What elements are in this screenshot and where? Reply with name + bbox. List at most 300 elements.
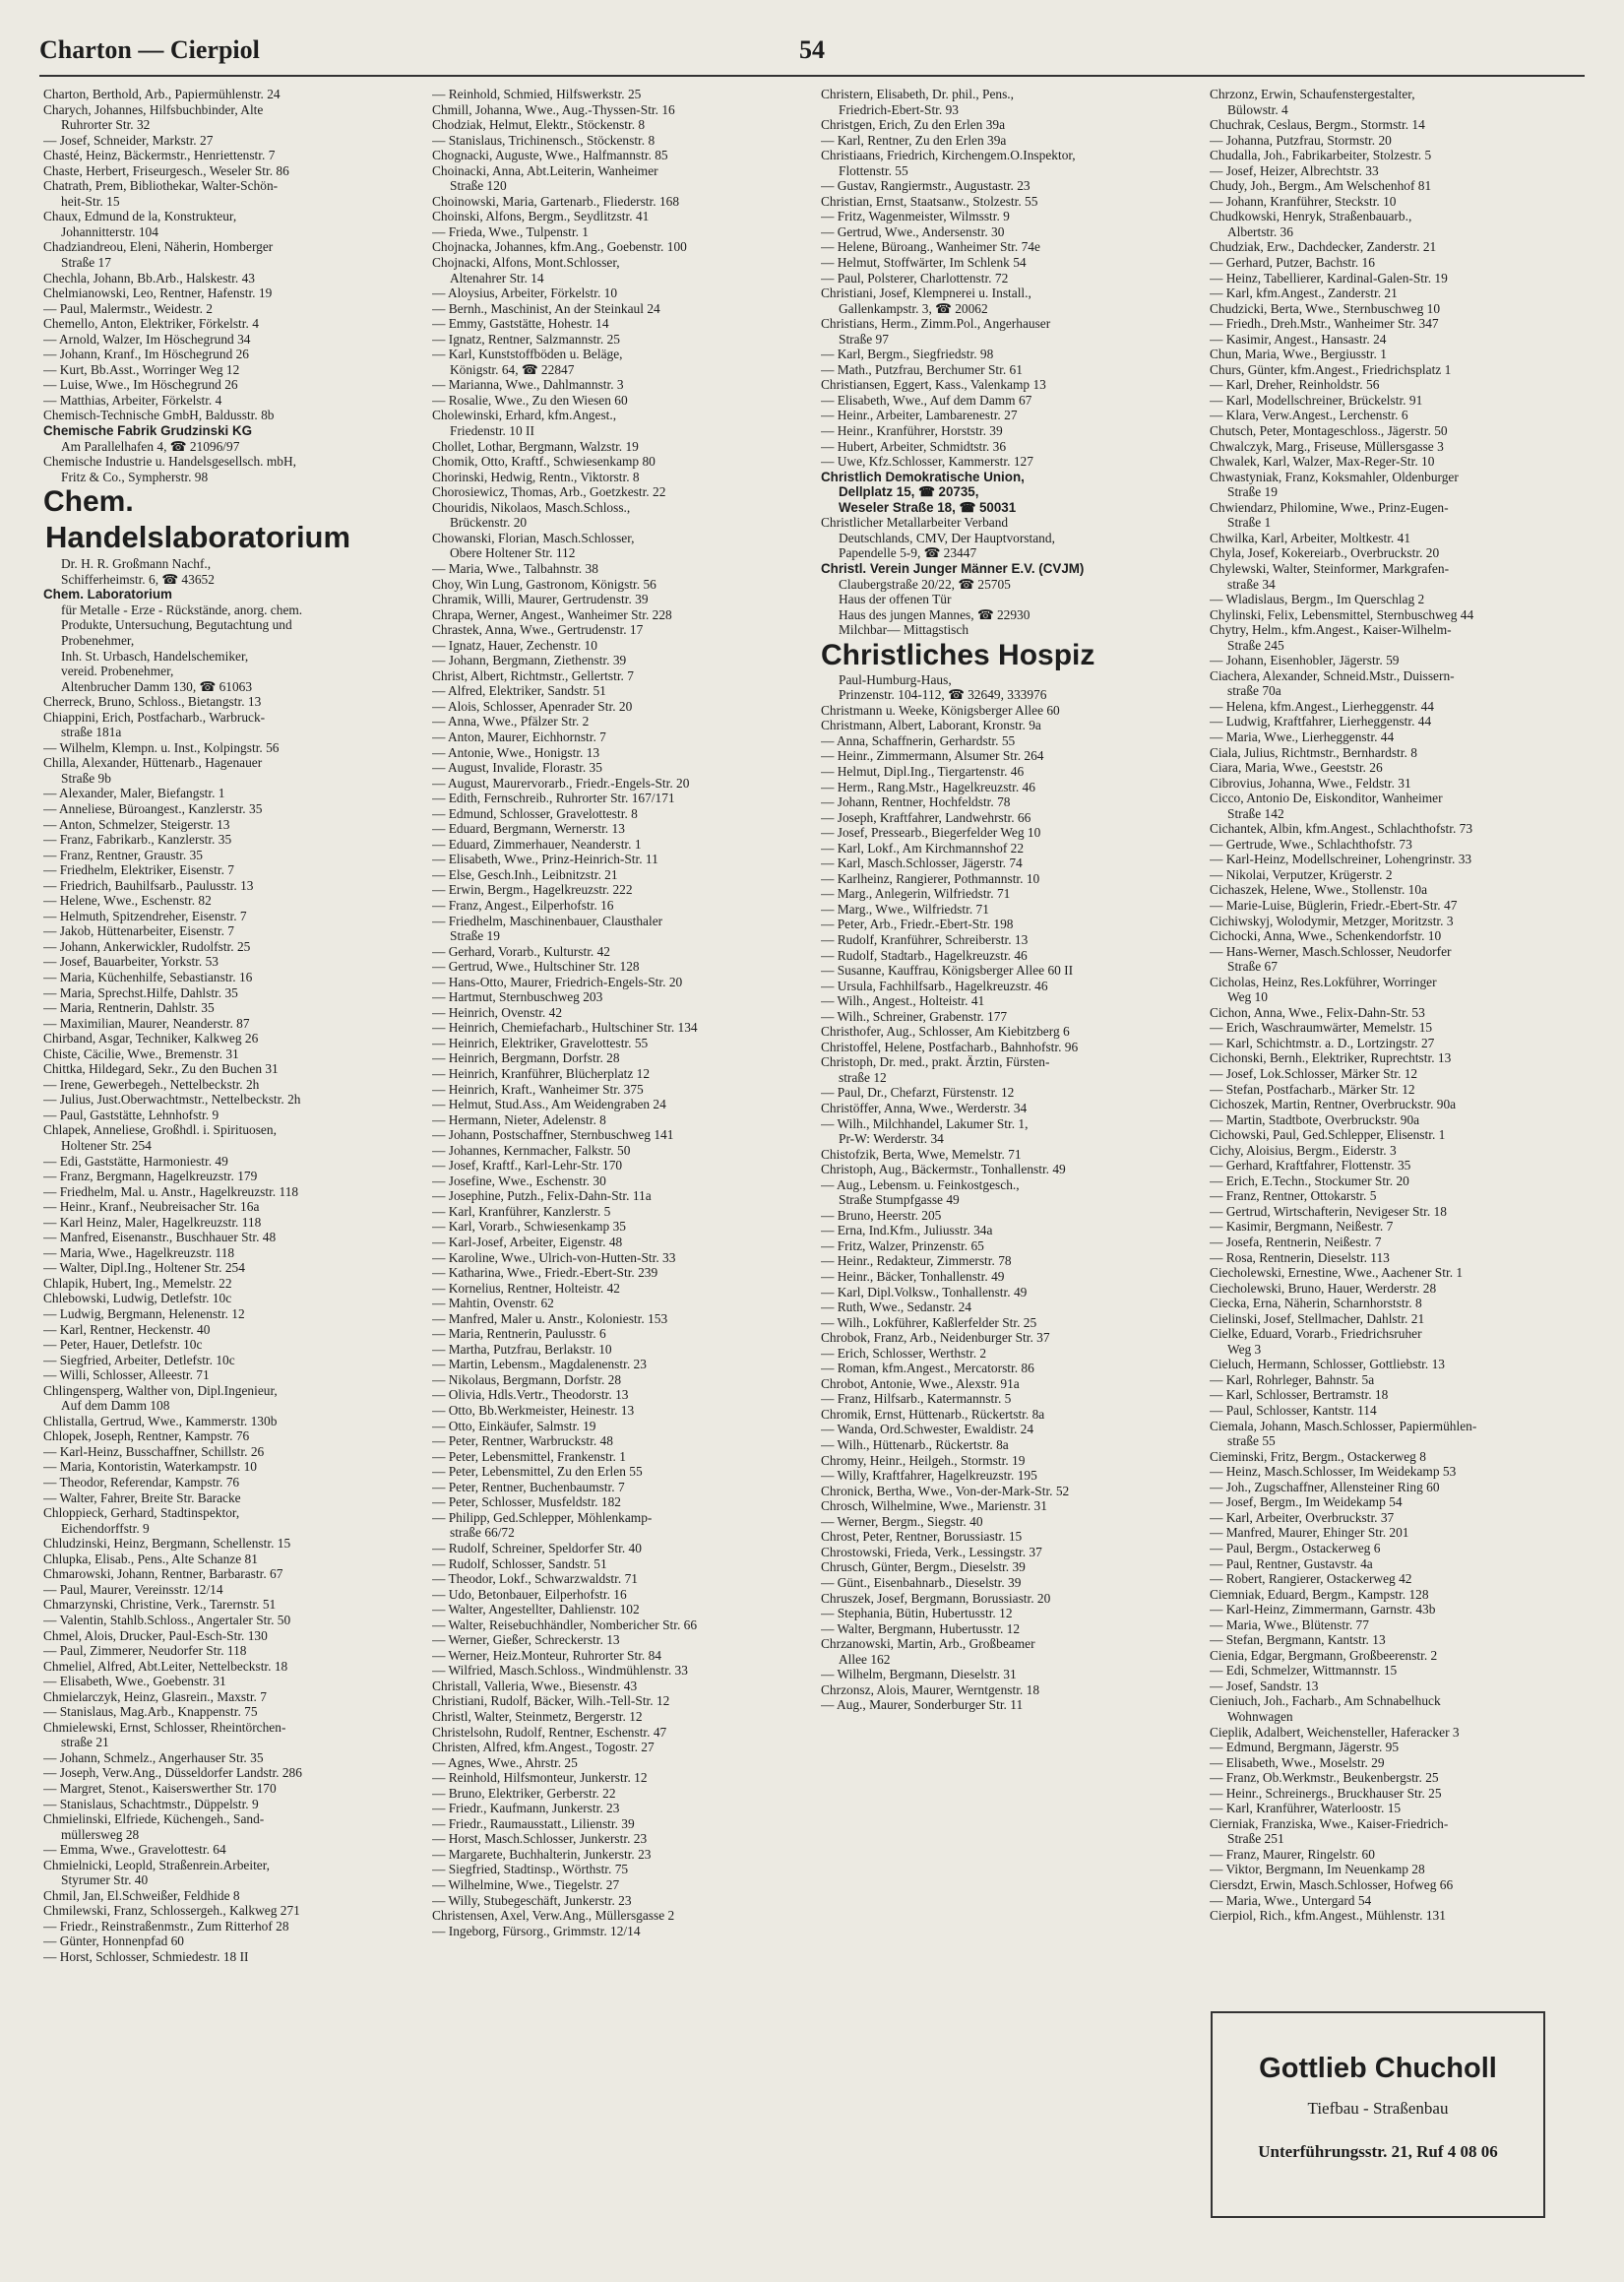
directory-entry: — Robert, Rangierer, Ostackerweg 42 — [1210, 1571, 1412, 1587]
directory-entry: — Heinz, Tabellierer, Kardinal-Galen-Str. 19 — [1210, 270, 1448, 285]
directory-entry: — Helena, kfm.Angest., Lierheggenstr. 44 — [1210, 698, 1434, 714]
directory-entry: Chouridis, Nikolaos, Masch.Schloss., — [432, 499, 631, 515]
directory-entry: — Maximilian, Maurer, Neanderstr. 87 — [43, 1015, 250, 1031]
directory-entry: — August, Maurervorarb., Friedr.-Engels-Str. 20 — [432, 775, 690, 791]
directory-entry: — Otto, Bb.Werkmeister, Heinestr. 13 — [432, 1403, 635, 1419]
directory-entry: Chasté, Heinz, Bäckermstr., Henriettenstr. 7 — [43, 148, 276, 163]
directory-entry: Handelslaboratorium — [45, 520, 351, 555]
directory-entry: — Franz, Fabrikarb., Kanzlerstr. 35 — [43, 832, 232, 848]
directory-entry: — Martha, Putzfrau, Berlakstr. 10 — [432, 1341, 612, 1357]
directory-entry: — Julius, Just.Oberwachtmstr., Nettelbeckstr. 2h — [43, 1092, 301, 1108]
directory-entry: Cierpiol, Rich., kfm.Angest., Mühlenstr. 131 — [1210, 1908, 1446, 1924]
directory-entry: — Paul, Zimmerer, Neudorfer Str. 118 — [43, 1643, 247, 1659]
directory-entry: — Ignatz, Rentner, Salzmannstr. 25 — [432, 331, 620, 347]
directory-entry: — Heinr., Bäcker, Tonhallenstr. 49 — [821, 1269, 1005, 1285]
directory-entry: — Willy, Kraftfahrer, Hagelkreuzstr. 195 — [821, 1468, 1037, 1484]
directory-entry: Christensen, Axel, Verw.Ang., Müllersgasse 2 — [432, 1908, 675, 1924]
directory-entry: Flottenstr. 55 — [839, 162, 908, 178]
directory-entry: — Rudolf, Stadtarb., Hagelkreuzstr. 46 — [821, 947, 1028, 963]
directory-entry: Ciala, Julius, Richtmstr., Bernhardstr. 8 — [1210, 744, 1417, 760]
directory-entry: Christall, Valleria, Wwe., Biesenstr. 43 — [432, 1678, 638, 1693]
directory-entry: — Karl, Arbeiter, Overbruckstr. 37 — [1210, 1509, 1395, 1525]
directory-entry: Ciecholewski, Ernestine, Wwe., Aachener Str. 1 — [1210, 1265, 1464, 1281]
directory-entry: — Manfred, Eisenanstr., Buschhauer Str. 48 — [43, 1230, 277, 1245]
directory-entry: Christoph, Dr. med., prakt. Ärztin, Fürsten- — [821, 1054, 1050, 1070]
directory-entry: Ruhrorter Str. 32 — [61, 117, 151, 133]
directory-entry: Weseler Straße 18, ☎ 50031 — [839, 499, 1017, 515]
directory-entry: vereid. Probenehmer, — [61, 664, 174, 679]
directory-entry: Cichoszek, Martin, Rentner, Overbruckstr. 90a — [1210, 1097, 1457, 1112]
directory-entry: — Friedhelm, Elektriker, Eisenstr. 7 — [43, 862, 234, 878]
directory-entry: Inh. St. Urbasch, Handelschemiker, — [61, 648, 249, 664]
directory-entry: Charych, Johannes, Hilfsbuchbinder, Alte — [43, 101, 264, 117]
directory-entry: für Metalle - Erze - Rückstände, anorg. chem. — [61, 602, 303, 617]
directory-entry: — Peter, Rentner, Warbruckstr. 48 — [432, 1433, 613, 1449]
directory-entry: — Reinhold, Schmied, Hilfswerkstr. 25 — [432, 87, 642, 101]
directory-entry: Christmann, Albert, Laborant, Kronstr. 9a — [821, 718, 1041, 733]
directory-entry: Chlupka, Elisab., Pens., Alte Schanze 81 — [43, 1551, 258, 1566]
directory-entry: Fritz & Co., Sympherstr. 98 — [61, 469, 209, 484]
directory-entry: — Johann, Eisenhobler, Jägerstr. 59 — [1210, 653, 1400, 668]
directory-entry: — Hans-Werner, Masch.Schlosser, Neudorfer — [1210, 943, 1452, 959]
directory-entry: — Ludwig, Bergmann, Helenenstr. 12 — [43, 1306, 245, 1322]
directory-entry: — Maria, Rentnerin, Dahlstr. 35 — [43, 1000, 215, 1016]
directory-entry: — Horst, Schlosser, Schmiedestr. 18 II — [43, 1948, 249, 1964]
directory-entry: Christliches Hospiz — [821, 638, 1095, 671]
directory-entry: — Wilh., Hüttenarb., Rückertstr. 8a — [821, 1437, 1009, 1453]
directory-entry: — Paul, Dr., Chefarzt, Fürstenstr. 12 — [821, 1085, 1015, 1101]
directory-entry: — Bernh., Maschinist, An der Steinkaul 24 — [432, 300, 660, 316]
directory-entry: Chuchrak, Ceslaus, Bergm., Stormstr. 14 — [1210, 117, 1425, 133]
directory-entry: Chramik, Willi, Maurer, Gertrudenstr. 39 — [432, 592, 649, 607]
directory-entry: — Karlheinz, Rangierer, Pothmannstr. 10 — [821, 870, 1040, 886]
directory-entry: — Karl, Vorarb., Schwiesenkamp 35 — [432, 1219, 626, 1235]
directory-entry: — Gustav, Rangiermstr., Augustastr. 23 — [821, 178, 1031, 194]
directory-entry: Altenahrer Str. 14 — [450, 270, 544, 285]
directory-entry: — Stanislaus, Schachtmstr., Düppelstr. 9 — [43, 1796, 259, 1811]
directory-entry: — Martin, Lebensm., Magdalenenstr. 23 — [432, 1357, 647, 1372]
directory-entry: Dellplatz 15, ☎ 20735, — [839, 484, 979, 500]
directory-entry: — Kornelius, Rentner, Holteistr. 42 — [432, 1280, 620, 1296]
directory-entry: — Rudolf, Schlosser, Sandstr. 51 — [432, 1555, 607, 1571]
directory-entry: Cichocki, Anna, Wwe., Schenkendorfstr. 10 — [1210, 928, 1442, 944]
directory-entry: — Maria, Wwe., Talbahnstr. 38 — [432, 560, 598, 576]
directory-entry: Chmeliel, Alfred, Abt.Leiter, Nettelbeckstr. 18 — [43, 1658, 288, 1674]
directory-entry: Chudalla, Joh., Fabrikarbeiter, Stolzestr. 5 — [1210, 148, 1432, 163]
directory-entry: Chrobot, Antonie, Wwe., Alexstr. 91a — [821, 1375, 1020, 1391]
directory-entry: Chlopek, Joseph, Rentner, Kampstr. 76 — [43, 1428, 250, 1444]
directory-entry: — Manfred, Maler u. Anstr., Koloniestr. 153 — [432, 1310, 668, 1326]
directory-entry: Chun, Maria, Wwe., Bergiusstr. 1 — [1210, 347, 1387, 362]
directory-entry: — Johann, Schmelz., Angerhauser Str. 35 — [43, 1749, 264, 1765]
advertisement-box — [1211, 2011, 1545, 2218]
directory-entry: Chlebowski, Ludwig, Detlefstr. 10c — [43, 1291, 232, 1306]
directory-entry: Johannitterstr. 104 — [61, 223, 158, 239]
directory-entry: — Ruth, Wwe., Sedanstr. 24 — [821, 1299, 971, 1315]
directory-entry: — Edmund, Bergmann, Jägerstr. 95 — [1210, 1740, 1400, 1755]
directory-entry: Cielinski, Josef, Stellmacher, Dahlstr. 21 — [1210, 1310, 1425, 1326]
directory-entry: — Kurt, Bb.Asst., Worringer Weg 12 — [43, 361, 240, 377]
directory-entry: — Katharina, Wwe., Friedr.-Ebert-Str. 239 — [432, 1265, 658, 1281]
directory-entry: — Josef, Sandstr. 13 — [1210, 1678, 1319, 1693]
page-number: 54 — [799, 35, 825, 64]
directory-entry: — Wilhelmine, Wwe., Tiegelstr. 27 — [432, 1876, 620, 1892]
directory-entry: Altenbrucher Damm 130, ☎ 61063 — [61, 678, 253, 694]
directory-entry: — Elisabeth, Wwe., Prinz-Heinrich-Str. 11 — [432, 852, 658, 867]
directory-entry: — Walter, Fahrer, Breite Str. Baracke — [43, 1490, 241, 1505]
directory-entry: Chognacki, Auguste, Wwe., Halfmannstr. 85 — [432, 148, 668, 163]
directory-entry: — Walter, Reisebuchhändler, Nombericher Str. 66 — [432, 1616, 698, 1632]
directory-entry: — Margret, Stenot., Kaiserswerther Str. 170 — [43, 1780, 277, 1796]
directory-entry: Cichy, Aloisius, Bergm., Eiderstr. 3 — [1210, 1142, 1397, 1158]
directory-entry: — Heinz, Masch.Schlosser, Im Weidekamp 53 — [1210, 1464, 1457, 1480]
directory-entry: — Helmut, Stud.Ass., Am Weidengraben 24 — [432, 1097, 666, 1112]
directory-entry: Chronick, Bertha, Wwe., Von-der-Mark-Str. 52 — [821, 1483, 1070, 1498]
directory-entry: Chudy, Joh., Bergm., Am Welschenhof 81 — [1210, 178, 1432, 194]
directory-entry: — Philipp, Ged.Schlepper, Möhlenkamp- — [432, 1509, 653, 1525]
directory-entry: — Heinr., Redakteur, Zimmerstr. 78 — [821, 1253, 1012, 1269]
directory-entry: — Josef, Lok.Schlosser, Märker Str. 12 — [1210, 1066, 1418, 1081]
directory-entry: müllersweg 28 — [61, 1826, 140, 1842]
directory-entry: — Hubert, Arbeiter, Schmidtstr. 36 — [821, 438, 1007, 454]
directory-entry: — Anna, Schaffnerin, Gerhardstr. 55 — [821, 732, 1016, 748]
directory-entry: Papendelle 5-9, ☎ 23447 — [839, 545, 977, 561]
directory-entry: — Willy, Stubegeschäft, Junkerstr. 23 — [432, 1892, 632, 1908]
directory-entry: — Susanne, Kauffrau, Königsberger Allee 60 II — [821, 963, 1074, 979]
directory-entry: — Nikolai, Verputzer, Krügerstr. 2 — [1210, 866, 1393, 882]
directory-entry: — Jakob, Hüttenarbeiter, Eisenstr. 7 — [43, 923, 234, 939]
directory-entry: Holtener Str. 254 — [61, 1138, 152, 1153]
directory-entry: Straße 245 — [1227, 637, 1284, 653]
directory-entry: Schifferheimstr. 6, ☎ 43652 — [61, 571, 215, 587]
directory-entry: Cichowski, Paul, Ged.Schlepper, Elisenstr. 1 — [1210, 1127, 1446, 1143]
directory-entry: Christlich Demokratische Union, — [821, 469, 1025, 484]
directory-entry: — Irene, Gewerbegeh., Nettelbeckstr. 2h — [43, 1076, 260, 1092]
directory-entry: — Eduard, Zimmerhauer, Neanderstr. 1 — [432, 836, 642, 852]
directory-entry: Cichonski, Bernh., Elektriker, Ruprechtstr. 13 — [1210, 1050, 1452, 1066]
directory-entry: — Alexander, Maler, Biefangstr. 1 — [43, 786, 225, 801]
directory-entry: Chylewski, Walter, Steinformer, Markgrafen- — [1210, 560, 1450, 576]
directory-entry: Chrzonsz, Alois, Maurer, Werntgenstr. 18 — [821, 1681, 1040, 1697]
directory-entry: Probenehmer, — [61, 632, 135, 648]
directory-entry: Christgen, Erich, Zu den Erlen 39a — [821, 117, 1006, 133]
directory-entry: — Karl, Schlosser, Bertramstr. 18 — [1210, 1387, 1389, 1403]
directory-entry: — Frieda, Wwe., Tulpenstr. 1 — [432, 223, 589, 239]
directory-entry: Claubergstraße 20/22, ☎ 25705 — [839, 576, 1011, 592]
directory-entry: — Friedr., Reinstraßenmstr., Zum Ritterhof 28 — [43, 1918, 289, 1933]
directory-entry: — Joseph, Verw.Ang., Düsseldorfer Landstr. 286 — [43, 1765, 302, 1781]
directory-entry: — Karl Heinz, Maler, Hagelkreuzstr. 118 — [43, 1214, 262, 1230]
directory-entry: — Stephania, Bütin, Hubertusstr. 12 — [821, 1606, 1013, 1621]
directory-entry: Choy, Win Lung, Gastronom, Königstr. 56 — [432, 576, 656, 592]
directory-entry: Prinzenstr. 104-112, ☎ 32649, 333976 — [839, 687, 1047, 703]
directory-entry: — Karl, Masch.Schlosser, Jägerstr. 74 — [821, 856, 1023, 871]
directory-entry: — Klara, Verw.Angest., Lerchenstr. 6 — [1210, 408, 1408, 423]
directory-entry: — Fritz, Walzer, Prinzenstr. 65 — [821, 1237, 984, 1253]
directory-entry: Chrost, Peter, Rentner, Borussiastr. 15 — [821, 1529, 1023, 1545]
directory-entry: Chiste, Cäcilie, Wwe., Bremenstr. 31 — [43, 1046, 239, 1061]
directory-entry: — Paul, Polsterer, Charlottenstr. 72 — [821, 270, 1009, 285]
directory-entry: — Karl, Modellschreiner, Brückelstr. 91 — [1210, 392, 1423, 408]
directory-entry: Christern, Elisabeth, Dr. phil., Pens., — [821, 87, 1015, 101]
directory-entry: — Roman, kfm.Angest., Mercatorstr. 86 — [821, 1361, 1034, 1376]
directory-entry: Straße 1 — [1227, 515, 1272, 531]
directory-entry: — Karl-Heinz, Zimmermann, Garnstr. 43b — [1210, 1602, 1436, 1617]
directory-entry: Chrobok, Franz, Arb., Neidenburger Str. 37 — [821, 1330, 1050, 1346]
directory-entry: — Heinr., Schreinergs., Bruckhauser Str. 25 — [1210, 1785, 1442, 1801]
directory-entry: Cichon, Anna, Wwe., Felix-Dahn-Str. 53 — [1210, 1004, 1425, 1020]
directory-entry: — Ingeborg, Fürsorg., Grimmstr. 12/14 — [432, 1923, 641, 1938]
directory-entry: — Ludwig, Kraftfahrer, Lierheggenstr. 44 — [1210, 714, 1432, 729]
directory-entry: — Emmy, Gaststätte, Hohestr. 14 — [432, 316, 609, 332]
directory-entry: — Johann, Postschaffner, Sternbuschweg 141 — [432, 1127, 674, 1143]
directory-entry: — Wanda, Ord.Schwester, Ewaldistr. 24 — [821, 1422, 1034, 1437]
directory-entry: — Edi, Gaststätte, Harmoniestr. 49 — [43, 1153, 228, 1169]
directory-entry: Chromik, Ernst, Hüttenarb., Rückertstr. 8a — [821, 1406, 1045, 1422]
directory-entry: — Josef, Heizer, Albrechtstr. 33 — [1210, 162, 1379, 178]
directory-entry: — Heinrich, Chemiefacharb., Hultschiner Str. 134 — [432, 1020, 698, 1036]
directory-entry: Straße 67 — [1227, 959, 1278, 975]
directory-entry: — Franz, Rentner, Ottokarstr. 5 — [1210, 1188, 1377, 1204]
directory-entry: Chrzanowski, Martin, Arb., Großbeamer — [821, 1636, 1035, 1652]
directory-entry: Straße 251 — [1227, 1831, 1284, 1847]
directory-entry: — Karoline, Wwe., Ulrich-von-Hutten-Str. 33 — [432, 1249, 676, 1265]
directory-entry: Obere Holtener Str. 112 — [450, 545, 576, 561]
directory-entry: Chudzicki, Berta, Wwe., Sternbuschweg 10 — [1210, 300, 1441, 316]
directory-entry: — Josef, Schneider, Markstr. 27 — [43, 132, 214, 148]
directory-entry: — Otto, Einkäufer, Salmstr. 19 — [432, 1418, 596, 1433]
directory-entry: Christl, Walter, Steinmetz, Bergerstr. 12 — [432, 1708, 643, 1724]
directory-entry: — Josef, Bauarbeiter, Yorkstr. 53 — [43, 954, 219, 970]
directory-entry: Chmilewski, Franz, Schlossergeh., Kalkweg 271 — [43, 1903, 300, 1919]
directory-entry: Cicco, Antonio De, Eiskonditor, Wanheimer — [1210, 791, 1443, 806]
directory-entry: Christhofer, Aug., Schlosser, Am Kiebitzberg 6 — [821, 1024, 1070, 1040]
directory-entry: — Manfred, Maurer, Ehinger Str. 201 — [1210, 1525, 1409, 1541]
directory-entry: — Heinr., Kranführer, Horststr. 39 — [821, 423, 1003, 439]
directory-entry: Cielke, Eduard, Vorarb., Friedrichsruher — [1210, 1326, 1422, 1342]
directory-entry: Christlicher Metallarbeiter Verband — [821, 515, 1009, 531]
directory-entry: — Franz, Ob.Werkmstr., Beukenbergstr. 25 — [1210, 1770, 1439, 1786]
directory-entry: Straße 142 — [1227, 805, 1284, 821]
directory-entry: — Hans-Otto, Maurer, Friedrich-Engels-Str. 20 — [432, 974, 683, 989]
directory-entry: — Agnes, Wwe., Ahrstr. 25 — [432, 1754, 578, 1770]
directory-entry: — Heinr., Kranf., Neubreisacher Str. 16a — [43, 1199, 260, 1215]
directory-entry: — Elisabeth, Wwe., Auf dem Damm 67 — [821, 392, 1032, 408]
directory-entry: — Alfred, Elektriker, Sandstr. 51 — [432, 683, 606, 699]
directory-entry: Chrostowski, Frieda, Verk., Lessingstr. 37 — [821, 1544, 1042, 1559]
directory-entry: Choinski, Alfons, Bergm., Seydlitzstr. 41 — [432, 209, 650, 224]
directory-entry: — Ignatz, Hauer, Zechenstr. 10 — [432, 637, 597, 653]
directory-entry: — Siegfried, Arbeiter, Detlefstr. 10c — [43, 1352, 235, 1367]
directory-entry: Chwalczyk, Marg., Friseuse, Müllersgasse 3 — [1210, 438, 1444, 454]
directory-entry: Chmielnicki, Leopld, Straßenrein.Arbeiter, — [43, 1857, 271, 1872]
directory-entry: Straße 19 — [450, 928, 500, 944]
directory-entry: — Olivia, Hdls.Vertr., Theodorstr. 13 — [432, 1387, 629, 1403]
directory-entry: — Erich, Waschraumwärter, Memelstr. 15 — [1210, 1020, 1433, 1036]
directory-entry: Chutsch, Peter, Montageschloss., Jägerstr. 50 — [1210, 423, 1448, 439]
directory-entry: — Wilh., Schreiner, Grabenstr. 177 — [821, 1008, 1008, 1024]
directory-entry: Christl. Verein Junger Männer E.V. (CVJM) — [821, 560, 1085, 576]
directory-entry: — Friedr., Raumausstatt., Lilienstr. 39 — [432, 1815, 635, 1831]
directory-entry: heit-Str. 15 — [61, 193, 120, 209]
directory-entry: — Ursula, Fachhilfsarb., Hagelkreuzstr. 46 — [821, 978, 1048, 993]
directory-entry: Charton, Berthold, Arb., Papiermühlenstr. 24 — [43, 87, 281, 101]
directory-entry: — Franz, Rentner, Graustr. 35 — [43, 847, 203, 862]
directory-entry: Styrumer Str. 40 — [61, 1872, 149, 1888]
directory-entry: Chmarzynski, Christine, Verk., Tarernstr. 51 — [43, 1597, 277, 1613]
directory-entry: — Johann, Rentner, Hochfeldstr. 78 — [821, 794, 1011, 810]
directory-entry: — Rudolf, Kranführer, Schreiberstr. 13 — [821, 931, 1029, 947]
directory-entry: — Werner, Gießer, Schreckerstr. 13 — [432, 1632, 620, 1648]
directory-entry: — Karl, Rentner, Zu den Erlen 39a — [821, 132, 1007, 148]
directory-entry: Choinacki, Anna, Abt.Leiterin, Wanheimer — [432, 162, 658, 178]
column-4 — [1210, 87, 1580, 2257]
directory-entry: Haus der offenen Tür — [839, 592, 952, 607]
directory-entry: Chaste, Herbert, Friseurgesch., Weseler Str. 86 — [43, 162, 289, 178]
directory-entry: — Erich, Schlosser, Werthstr. 2 — [821, 1345, 987, 1361]
directory-entry: — Stefan, Bergmann, Kantstr. 13 — [1210, 1632, 1386, 1648]
directory-entry: — Franz, Angest., Eilperhofstr. 16 — [432, 897, 614, 913]
directory-entry: Gallenkampstr. 3, ☎ 20062 — [839, 300, 988, 316]
directory-entry: Cichantek, Albin, kfm.Angest., Schlachthofstr. 73 — [1210, 821, 1473, 837]
directory-entry: — Theodor, Referendar, Kampstr. 76 — [43, 1475, 240, 1490]
directory-entry: Chruszek, Josef, Bergmann, Borussiastr. 20 — [821, 1590, 1051, 1606]
directory-entry: — Josefa, Rentnerin, Neißestr. 7 — [1210, 1235, 1382, 1250]
directory-entry: — Karl-Heinz, Busschaffner, Schillstr. 26 — [43, 1443, 265, 1459]
directory-entry: Straße 97 — [839, 331, 889, 347]
directory-entry: Eichendorffstr. 9 — [61, 1520, 150, 1536]
directory-entry: Churs, Günter, kfm.Angest., Friedrichsplatz 1 — [1210, 361, 1452, 377]
directory-entry: Ciara, Maria, Wwe., Geeststr. 26 — [1210, 760, 1383, 776]
directory-entry: — Karl, Dipl.Volksw., Tonhallenstr. 49 — [821, 1284, 1028, 1299]
directory-entry: — Eduard, Bergmann, Wernerstr. 13 — [432, 821, 625, 837]
directory-entry: Chadziandreou, Eleni, Näherin, Homberger — [43, 239, 274, 255]
directory-entry: Straße Stumpfgasse 49 — [839, 1192, 960, 1208]
directory-entry: — Marianna, Wwe., Dahlmannstr. 3 — [432, 377, 624, 393]
page-header — [39, 35, 1585, 77]
directory-entry: Milchbar— Mittagstisch — [839, 622, 969, 638]
directory-entry: — Hermann, Nieter, Adelenstr. 8 — [432, 1111, 606, 1127]
directory-entry: Chemisch-Technische GmbH, Baldusstr. 8b — [43, 408, 275, 423]
directory-entry: Chwalek, Karl, Walzer, Max-Reger-Str. 10 — [1210, 454, 1435, 470]
directory-entry: Chiappini, Erich, Postfacharb., Warbruck- — [43, 709, 266, 725]
directory-entry: — Erna, Ind.Kfm., Juliusstr. 34a — [821, 1223, 993, 1238]
directory-entry: Chwilka, Karl, Arbeiter, Moltkestr. 41 — [1210, 530, 1411, 545]
directory-entry: Chorosiewicz, Thomas, Arb., Goetzkestr. 22 — [432, 484, 666, 500]
directory-entry: — Udo, Betonbauer, Eilperhofstr. 16 — [432, 1586, 627, 1602]
directory-entry: — Kasimir, Bergmann, Neißestr. 7 — [1210, 1219, 1394, 1235]
directory-entry: — Johann, Kranf., Im Höschegrund 26 — [43, 347, 249, 362]
directory-entry: Cierniak, Franziska, Wwe., Kaiser-Friedrich- — [1210, 1815, 1449, 1831]
ad-trade: Tiefbau - Straßenbau — [1307, 2099, 1449, 2118]
directory-entry: — Josefine, Wwe., Eschenstr. 30 — [432, 1173, 606, 1188]
directory-entry: — Paul, Malermstr., Weidestr. 2 — [43, 300, 213, 316]
directory-entry: Straße 9b — [61, 770, 111, 786]
directory-entry: — Wilh., Lokführer, Kaßlerfelder Str. 25 — [821, 1314, 1037, 1330]
directory-entry: — Wilhelm, Bergmann, Dieselstr. 31 — [821, 1667, 1017, 1682]
directory-entry: Brückenstr. 20 — [450, 515, 528, 531]
directory-entry: Chechla, Johann, Bb.Arb., Halskestr. 43 — [43, 270, 255, 285]
directory-entry: — Johanna, Putzfrau, Stormstr. 20 — [1210, 132, 1392, 148]
directory-entry: — Paul, Schlosser, Kantstr. 114 — [1210, 1403, 1377, 1419]
directory-entry: Chmel, Alois, Drucker, Paul-Esch-Str. 130 — [43, 1627, 268, 1643]
directory-entry: — Anna, Wwe., Pfälzer Str. 2 — [432, 714, 590, 729]
directory-entry: — Helene, Wwe., Eschenstr. 82 — [43, 893, 212, 909]
directory-entry: — Heinrich, Ovenstr. 42 — [432, 1004, 563, 1020]
directory-entry: — Karl, Kranführer, Waterloostr. 15 — [1210, 1801, 1402, 1816]
directory-entry: — Edi, Schmelzer, Wittmannstr. 15 — [1210, 1663, 1398, 1679]
directory-entry: Chmielarczyk, Heinz, Glasreiп., Maxstr. 7 — [43, 1688, 267, 1704]
directory-entry: Chem. — [43, 485, 134, 519]
directory-entry: — Karl, Kunststoffböden u. Beläge, — [432, 347, 623, 362]
directory-entry: — Erwin, Bergm., Hagelkreuzstr. 222 — [432, 882, 633, 898]
directory-entry: Chatrath, Prem, Bibliothekar, Walter-Schön- — [43, 178, 279, 194]
directory-entry: Chowanski, Florian, Masch.Schlosser, — [432, 530, 635, 545]
directory-entry: — Aug., Lebensm. u. Feinkostgesch., — [821, 1176, 1020, 1192]
directory-entry: Haus des jungen Mannes, ☎ 22930 — [839, 606, 1031, 622]
directory-entry: — Siegfried, Stadtinsp., Wörthstr. 75 — [432, 1862, 629, 1877]
directory-entry: Chorinski, Hedwig, Rentn., Viktorstr. 8 — [432, 469, 640, 484]
directory-entry: Cieniuch, Joh., Facharb., Am Schnabelhuck — [1210, 1693, 1441, 1709]
directory-entry: — Walter, Bergmann, Hubertusstr. 12 — [821, 1620, 1021, 1636]
column-2 — [432, 87, 802, 2257]
directory-entry: — Marg., Anlegerin, Wilfriedstr. 71 — [821, 886, 1011, 902]
directory-entry: Cichaszek, Helene, Wwe., Stollenstr. 10a — [1210, 882, 1428, 898]
directory-entry: — Gerhard, Kraftfahrer, Flottenstr. 35 — [1210, 1158, 1411, 1173]
directory-entry: — Anton, Maurer, Eichhornstr. 7 — [432, 729, 606, 744]
directory-entry: — Peter, Arb., Friedr.-Ebert-Str. 198 — [821, 917, 1014, 932]
directory-entry: Ciecholewski, Bruno, Hauer, Werderstr. 28 — [1210, 1280, 1437, 1296]
directory-entry: — Maria, Küchenhilfe, Sebastianstr. 16 — [43, 969, 253, 984]
directory-entry: — Uwe, Kfz.Schlosser, Kammerstr. 127 — [821, 454, 1033, 470]
directory-entry: — Gertrud, Wwe., Andersenstr. 30 — [821, 223, 1005, 239]
column-1 — [43, 87, 413, 2257]
directory-entry: — Karl-Josef, Arbeiter, Eigenstr. 48 — [432, 1235, 623, 1250]
directory-entry: — Fritz, Wagenmeister, Wilmsstr. 9 — [821, 209, 1010, 224]
directory-entry: Chmarowski, Johann, Rentner, Barbarastr. 67 — [43, 1566, 283, 1582]
directory-entry: Christiansen, Eggert, Kass., Valenkamp 13 — [821, 377, 1046, 393]
directory-entry: Cherreck, Bruno, Schloss., Bietangstr. 13 — [43, 694, 262, 710]
directory-entry: Ciecka, Erna, Näherin, Scharnhorststr. 8 — [1210, 1296, 1422, 1311]
directory-entry: — Friedr., Kaufmann, Junkerstr. 23 — [432, 1801, 620, 1816]
directory-entry: Chemische Industrie u. Handelsgesellsch. mbH, — [43, 454, 296, 470]
directory-entry: Cienia, Edgar, Bergmann, Großbeerenstr. 2 — [1210, 1647, 1438, 1663]
directory-entry: — Hartmut, Sternbuschweg 203 — [432, 989, 603, 1005]
directory-entry: — Stanislaus, Mag.Arb., Knappenstr. 75 — [43, 1704, 258, 1720]
directory-entry: Chaux, Edmund de la, Konstrukteur, — [43, 209, 237, 224]
directory-entry: — Aloysius, Arbeiter, Förkelstr. 10 — [432, 285, 618, 301]
ad-company-name: Gottlieb Chucholl — [1259, 2053, 1497, 2084]
directory-entry: — Johann, Kranführer, Steckstr. 10 — [1210, 193, 1397, 209]
directory-entry: — Wladislaus, Bergm., Im Querschlag 2 — [1210, 592, 1425, 607]
directory-entry: Chodziak, Helmut, Elektr., Stöckenstr. 8 — [432, 117, 646, 133]
directory-entry: — Aug., Maurer, Sonderburger Str. 11 — [821, 1697, 1024, 1713]
directory-entry: — Erich, E.Techn., Stockumer Str. 20 — [1210, 1173, 1409, 1188]
directory-entry: Chlapik, Hubert, Ing., Memelstr. 22 — [43, 1275, 232, 1291]
directory-entry: — Johannes, Kernmacher, Falkstr. 50 — [432, 1142, 631, 1158]
directory-entry: — Franz, Maurer, Ringelstr. 60 — [1210, 1846, 1375, 1862]
ad-address: Unterführungsstr. 21, Ruf 4 08 06 — [1258, 2142, 1498, 2161]
directory-entry: Christian, Ernst, Staatsanw., Stolzestr. 55 — [821, 193, 1038, 209]
directory-entry: — Peter, Lebensmittel, Frankenstr. 1 — [432, 1448, 626, 1464]
directory-entry: — Arnold, Walzer, Im Höschegrund 34 — [43, 331, 251, 347]
directory-entry: — Friedrich, Bauhilfsarb., Paulusstr. 13 — [43, 877, 254, 893]
directory-entry: — Karl, Rohrleger, Bahnstr. 5a — [1210, 1371, 1375, 1387]
directory-entry: Chudkowski, Henryk, Straßenbauarb., — [1210, 209, 1412, 224]
directory-entry: Straße 19 — [1227, 484, 1278, 500]
directory-entry: straße 55 — [1227, 1433, 1276, 1449]
directory-entry: Straße 120 — [450, 178, 507, 194]
